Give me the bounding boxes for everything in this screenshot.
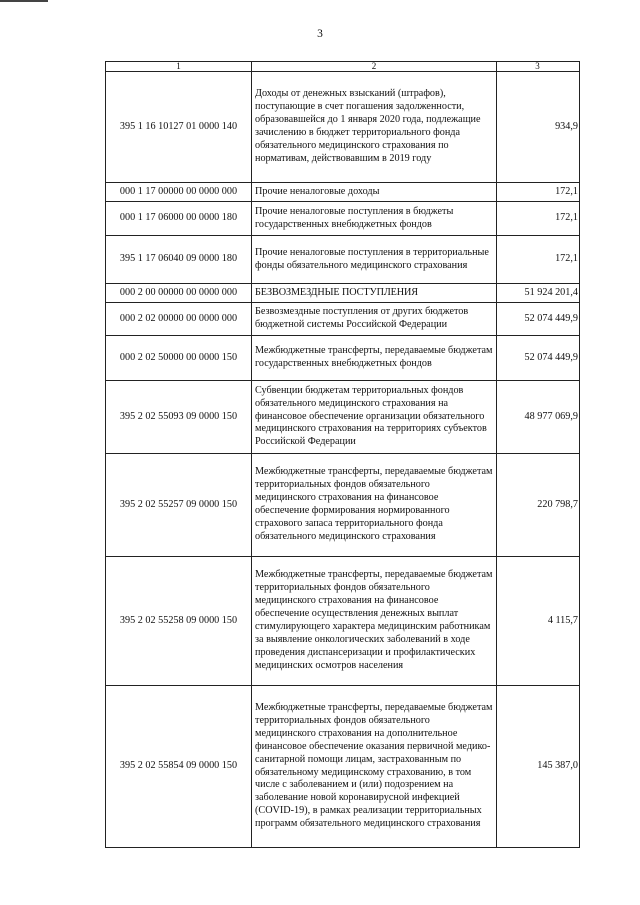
revenue-amount: 48 977 069,9 xyxy=(497,381,580,454)
revenue-name: Прочие неналоговые доходы xyxy=(252,183,497,202)
revenue-amount: 51 924 201,4 xyxy=(497,284,580,303)
revenue-amount: 220 798,7 xyxy=(497,454,580,557)
table-row xyxy=(106,284,580,303)
revenue-amount: 172,1 xyxy=(497,183,580,202)
table-row xyxy=(106,336,580,381)
column-header-2: 2 xyxy=(252,62,497,72)
revenue-amount: 172,1 xyxy=(497,236,580,284)
revenue-amount: 4 115,7 xyxy=(497,557,580,686)
budget-code: 000 1 17 06000 00 0000 180 xyxy=(106,202,252,236)
table-row xyxy=(106,183,580,202)
column-header-3: 3 xyxy=(497,62,580,72)
budget-code: 395 2 02 55854 09 0000 150 xyxy=(106,686,252,848)
revenue-name: Межбюджетные трансферты, передаваемые бюджетам государственных внебюджетных фондов xyxy=(252,336,497,381)
table-row xyxy=(106,236,580,284)
revenue-amount: 145 387,0 xyxy=(497,686,580,848)
budget-code: 395 1 16 10127 01 0000 140 xyxy=(106,72,252,183)
column-header-1: 1 xyxy=(106,62,252,72)
revenue-name: БЕЗВОЗМЕЗДНЫЕ ПОСТУПЛЕНИЯ xyxy=(252,284,497,303)
budget-code: 000 2 00 00000 00 0000 000 xyxy=(106,284,252,303)
table-header-row xyxy=(106,62,580,72)
page-number: 3 xyxy=(317,28,323,40)
revenue-name: Межбюджетные трансферты, передаваемые бюджетам территориальных фондов обязательного медицинского страхования на дополнительное финансовое обеспечение оказания первичной медико-санитарной помощи лицам, застрахованным по обязательному медицинскому страхованию, в том числе с заболеванием и (или) подозрением на заболевание новой коронавирусной инфекцией (COVID-19), в рамках реализации территориальных программ обязательного медицинского страхования xyxy=(252,686,497,848)
budget-code: 395 2 02 55093 09 0000 150 xyxy=(106,381,252,454)
table-row xyxy=(106,303,580,336)
budget-revenue-table xyxy=(105,61,580,848)
scan-edge-mark xyxy=(0,0,48,2)
table-row xyxy=(106,72,580,183)
revenue-name: Прочие неналоговые поступления в территориальные фонды обязательного медицинского страхования xyxy=(252,236,497,284)
budget-code: 395 2 02 55257 09 0000 150 xyxy=(106,454,252,557)
revenue-amount: 52 074 449,9 xyxy=(497,303,580,336)
budget-code: 000 2 02 00000 00 0000 000 xyxy=(106,303,252,336)
revenue-amount: 172,1 xyxy=(497,202,580,236)
revenue-amount: 52 074 449,9 xyxy=(497,336,580,381)
budget-code: 395 1 17 06040 09 0000 180 xyxy=(106,236,252,284)
table-row xyxy=(106,557,580,686)
revenue-name: Межбюджетные трансферты, передаваемые бюджетам территориальных фондов обязательного медицинского страхования на финансовое обеспечение осуществления денежных выплат стимулирующего характера медицинским работникам за выявление онкологических заболеваний в ходе проведения диспансеризации и профилактических медицинских осмотров населения xyxy=(252,557,497,686)
budget-code: 000 1 17 00000 00 0000 000 xyxy=(106,183,252,202)
revenue-name: Доходы от денежных взысканий (штрафов), поступающие в счет погашения задолженности, образовавшейся до 1 января 2020 года, подлежащие зачислению в бюджет территориального фонда обязательного медицинского страхования по нормативам, действовавшим в 2019 году xyxy=(252,72,497,183)
revenue-amount: 934,9 xyxy=(497,72,580,183)
revenue-name: Безвозмездные поступления от других бюджетов бюджетной системы Российской Федерации xyxy=(252,303,497,336)
table-row xyxy=(106,686,580,848)
table-row xyxy=(106,454,580,557)
table-row xyxy=(106,202,580,236)
revenue-name: Межбюджетные трансферты, передаваемые бюджетам территориальных фондов обязательного медицинского страхования на финансовое обеспечение формирования нормированного страхового запаса территориального фонда обязательного медицинского страхования xyxy=(252,454,497,557)
revenue-name: Субвенции бюджетам территориальных фондов обязательного медицинского страхования на финансовое обеспечение организации обязательного медицинского страхования на территориях субъектов Российской Федерации xyxy=(252,381,497,454)
revenue-name: Прочие неналоговые поступления в бюджеты государственных внебюджетных фондов xyxy=(252,202,497,236)
budget-code: 395 2 02 55258 09 0000 150 xyxy=(106,557,252,686)
budget-code: 000 2 02 50000 00 0000 150 xyxy=(106,336,252,381)
table-row xyxy=(106,381,580,454)
